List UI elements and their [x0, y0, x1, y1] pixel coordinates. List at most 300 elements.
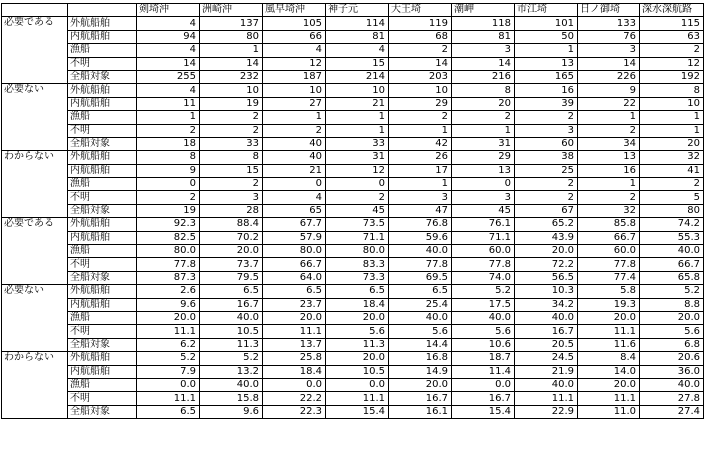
row-label-cell[interactable]: 漁船 [68, 111, 137, 124]
value-cell[interactable]: 14 [578, 57, 640, 70]
value-cell[interactable]: 10 [389, 84, 452, 97]
value-cell[interactable]: 73.5 [326, 218, 389, 231]
value-cell[interactable]: 11.3 [326, 338, 389, 351]
value-cell[interactable]: 77.8 [452, 258, 515, 271]
value-cell[interactable]: 74.2 [640, 218, 704, 231]
value-cell[interactable]: 6.2 [137, 338, 200, 351]
value-cell[interactable]: 1 [326, 111, 389, 124]
value-cell[interactable]: 119 [389, 17, 452, 30]
value-cell[interactable]: 43.9 [515, 231, 578, 244]
value-cell[interactable]: 14.4 [389, 338, 452, 351]
value-cell[interactable]: 13 [515, 57, 578, 70]
value-cell[interactable]: 0 [326, 178, 389, 191]
value-cell[interactable]: 1 [200, 44, 263, 57]
value-cell[interactable]: 4 [263, 44, 326, 57]
value-cell[interactable]: 10.5 [326, 365, 389, 378]
row-label-cell[interactable]: 外航船舶 [68, 352, 137, 365]
value-cell[interactable]: 29 [389, 97, 452, 110]
value-cell[interactable]: 47 [389, 204, 452, 217]
value-cell[interactable]: 2 [452, 111, 515, 124]
value-cell[interactable]: 63 [640, 30, 704, 43]
value-cell[interactable]: 45 [326, 204, 389, 217]
value-cell[interactable]: 40.0 [515, 311, 578, 324]
value-cell[interactable]: 4 [137, 44, 200, 57]
value-cell[interactable]: 2 [515, 178, 578, 191]
value-cell[interactable]: 23.7 [263, 298, 326, 311]
value-cell[interactable]: 40.0 [200, 311, 263, 324]
value-cell[interactable]: 105 [263, 17, 326, 30]
value-cell[interactable]: 114 [326, 17, 389, 30]
value-cell[interactable]: 2 [515, 111, 578, 124]
value-cell[interactable]: 20.0 [640, 311, 704, 324]
value-cell[interactable]: 118 [452, 17, 515, 30]
value-cell[interactable]: 15.8 [200, 392, 263, 405]
value-cell[interactable]: 192 [640, 70, 704, 83]
value-cell[interactable]: 6.5 [263, 285, 326, 298]
value-cell[interactable]: 0.0 [326, 378, 389, 391]
value-cell[interactable]: 34.2 [515, 298, 578, 311]
row-label-cell[interactable]: 漁船 [68, 44, 137, 57]
value-cell[interactable]: 20.0 [137, 311, 200, 324]
value-cell[interactable]: 13 [578, 151, 640, 164]
value-cell[interactable]: 15.4 [326, 405, 389, 418]
value-cell[interactable]: 13.2 [200, 365, 263, 378]
row-label-cell[interactable]: 全船対象 [68, 271, 137, 284]
value-cell[interactable]: 12 [326, 164, 389, 177]
value-cell[interactable]: 2 [578, 191, 640, 204]
value-cell[interactable]: 20.0 [326, 352, 389, 365]
value-cell[interactable]: 27.4 [640, 405, 704, 418]
value-cell[interactable]: 1 [578, 111, 640, 124]
value-cell[interactable]: 45 [452, 204, 515, 217]
value-cell[interactable]: 40.0 [515, 378, 578, 391]
value-cell[interactable]: 14 [452, 57, 515, 70]
value-cell[interactable]: 5 [640, 191, 704, 204]
value-cell[interactable]: 68 [389, 30, 452, 43]
row-label-cell[interactable]: 全船対象 [68, 204, 137, 217]
value-cell[interactable]: 80 [200, 30, 263, 43]
value-cell[interactable]: 65 [263, 204, 326, 217]
value-cell[interactable]: 20 [452, 97, 515, 110]
value-cell[interactable]: 8.8 [640, 298, 704, 311]
value-cell[interactable]: 19.3 [578, 298, 640, 311]
value-cell[interactable]: 2 [200, 111, 263, 124]
value-cell[interactable]: 56.5 [515, 271, 578, 284]
value-cell[interactable]: 71.1 [326, 231, 389, 244]
value-cell[interactable]: 76.8 [389, 218, 452, 231]
value-cell[interactable]: 10 [200, 84, 263, 97]
value-cell[interactable]: 21 [326, 97, 389, 110]
value-cell[interactable]: 32 [640, 151, 704, 164]
value-cell[interactable]: 69.5 [389, 271, 452, 284]
value-cell[interactable]: 65.8 [640, 271, 704, 284]
value-cell[interactable]: 10 [326, 84, 389, 97]
value-cell[interactable]: 41 [640, 164, 704, 177]
row-label-cell[interactable]: 不明 [68, 57, 137, 70]
value-cell[interactable]: 5.6 [326, 325, 389, 338]
value-cell[interactable]: 1 [326, 124, 389, 137]
value-cell[interactable]: 74.0 [452, 271, 515, 284]
value-cell[interactable]: 73.7 [200, 258, 263, 271]
value-cell[interactable]: 2 [200, 178, 263, 191]
value-cell[interactable]: 80.0 [326, 245, 389, 258]
column-header[interactable]: 日ノ御埼 [578, 4, 640, 17]
value-cell[interactable]: 10 [263, 84, 326, 97]
value-cell[interactable]: 17.5 [452, 298, 515, 311]
value-cell[interactable]: 76 [578, 30, 640, 43]
value-cell[interactable]: 80.0 [137, 245, 200, 258]
value-cell[interactable]: 5.2 [137, 352, 200, 365]
value-cell[interactable]: 21.9 [515, 365, 578, 378]
value-cell[interactable]: 8 [137, 151, 200, 164]
value-cell[interactable]: 27 [263, 97, 326, 110]
value-cell[interactable]: 81 [326, 30, 389, 43]
value-cell[interactable]: 60.0 [578, 245, 640, 258]
value-cell[interactable]: 16.7 [452, 392, 515, 405]
value-cell[interactable]: 8 [640, 84, 704, 97]
value-cell[interactable]: 1 [137, 111, 200, 124]
group-label-cell[interactable]: 必要である [2, 17, 68, 84]
value-cell[interactable]: 1 [640, 124, 704, 137]
value-cell[interactable]: 4 [137, 84, 200, 97]
value-cell[interactable]: 4 [263, 191, 326, 204]
value-cell[interactable]: 24.5 [515, 352, 578, 365]
value-cell[interactable]: 226 [578, 70, 640, 83]
value-cell[interactable]: 1 [452, 124, 515, 137]
value-cell[interactable]: 15.4 [452, 405, 515, 418]
value-cell[interactable]: 2 [326, 191, 389, 204]
value-cell[interactable]: 67 [515, 204, 578, 217]
value-cell[interactable]: 25.8 [263, 352, 326, 365]
value-cell[interactable]: 2 [389, 44, 452, 57]
value-cell[interactable]: 232 [200, 70, 263, 83]
value-cell[interactable]: 12 [640, 57, 704, 70]
value-cell[interactable]: 2 [137, 124, 200, 137]
value-cell[interactable]: 5.8 [578, 285, 640, 298]
value-cell[interactable]: 12 [263, 57, 326, 70]
value-cell[interactable]: 92.3 [137, 218, 200, 231]
value-cell[interactable]: 16.7 [200, 298, 263, 311]
row-label-cell[interactable]: 全船対象 [68, 70, 137, 83]
value-cell[interactable]: 16 [578, 164, 640, 177]
value-cell[interactable]: 255 [137, 70, 200, 83]
value-cell[interactable]: 11.1 [578, 392, 640, 405]
value-cell[interactable]: 60 [515, 137, 578, 150]
value-cell[interactable]: 20 [640, 137, 704, 150]
column-header[interactable]: 洲崎沖 [200, 4, 263, 17]
value-cell[interactable]: 25.4 [389, 298, 452, 311]
value-cell[interactable]: 216 [452, 70, 515, 83]
value-cell[interactable]: 11.1 [578, 325, 640, 338]
value-cell[interactable]: 3 [515, 124, 578, 137]
value-cell[interactable]: 15 [326, 57, 389, 70]
row-label-cell[interactable]: 内航船舶 [68, 97, 137, 110]
value-cell[interactable]: 21 [263, 164, 326, 177]
value-cell[interactable]: 0.0 [452, 378, 515, 391]
value-cell[interactable]: 27.8 [640, 392, 704, 405]
value-cell[interactable]: 59.6 [389, 231, 452, 244]
value-cell[interactable]: 1 [578, 178, 640, 191]
value-cell[interactable]: 65.2 [515, 218, 578, 231]
row-label-cell[interactable]: 不明 [68, 191, 137, 204]
value-cell[interactable]: 88.4 [200, 218, 263, 231]
value-cell[interactable]: 33 [200, 137, 263, 150]
value-cell[interactable]: 19 [200, 97, 263, 110]
value-cell[interactable]: 20.0 [578, 378, 640, 391]
group-label-cell[interactable]: 必要ない [2, 285, 68, 352]
column-header[interactable]: 風早埼沖 [263, 4, 326, 17]
column-header[interactable]: 市江埼 [515, 4, 578, 17]
value-cell[interactable]: 0 [263, 178, 326, 191]
value-cell[interactable]: 1 [263, 111, 326, 124]
column-header[interactable]: 深水深航路 [640, 4, 704, 17]
row-label-cell[interactable]: 不明 [68, 124, 137, 137]
column-header[interactable]: 神子元 [326, 4, 389, 17]
value-cell[interactable]: 29 [452, 151, 515, 164]
value-cell[interactable]: 3 [452, 44, 515, 57]
value-cell[interactable]: 66.7 [263, 258, 326, 271]
value-cell[interactable]: 14 [137, 57, 200, 70]
value-cell[interactable]: 40.0 [200, 378, 263, 391]
value-cell[interactable]: 2 [389, 111, 452, 124]
column-header[interactable]: 大王埼 [389, 4, 452, 17]
value-cell[interactable]: 36.0 [640, 365, 704, 378]
value-cell[interactable]: 33 [326, 137, 389, 150]
value-cell[interactable]: 20.0 [515, 245, 578, 258]
value-cell[interactable]: 5.6 [640, 325, 704, 338]
value-cell[interactable]: 3 [389, 191, 452, 204]
value-cell[interactable]: 11.1 [515, 392, 578, 405]
value-cell[interactable]: 94 [137, 30, 200, 43]
value-cell[interactable]: 13.7 [263, 338, 326, 351]
value-cell[interactable]: 5.2 [452, 285, 515, 298]
value-cell[interactable]: 16 [515, 84, 578, 97]
value-cell[interactable]: 40 [263, 151, 326, 164]
value-cell[interactable]: 16.1 [389, 405, 452, 418]
value-cell[interactable]: 10 [640, 97, 704, 110]
row-label-cell[interactable]: 内航船舶 [68, 298, 137, 311]
value-cell[interactable]: 85.8 [578, 218, 640, 231]
value-cell[interactable]: 14.9 [389, 365, 452, 378]
value-cell[interactable]: 0 [137, 178, 200, 191]
value-cell[interactable]: 2 [200, 124, 263, 137]
value-cell[interactable]: 13 [452, 164, 515, 177]
value-cell[interactable]: 6.5 [326, 285, 389, 298]
value-cell[interactable]: 2 [640, 44, 704, 57]
value-cell[interactable]: 4 [137, 17, 200, 30]
value-cell[interactable]: 6.5 [137, 405, 200, 418]
value-cell[interactable]: 19 [137, 204, 200, 217]
row-label-cell[interactable]: 漁船 [68, 311, 137, 324]
value-cell[interactable]: 77.8 [578, 258, 640, 271]
value-cell[interactable]: 8.4 [578, 352, 640, 365]
row-label-cell[interactable]: 漁船 [68, 378, 137, 391]
value-cell[interactable]: 214 [326, 70, 389, 83]
value-cell[interactable]: 0.0 [263, 378, 326, 391]
value-cell[interactable]: 1 [389, 124, 452, 137]
value-cell[interactable]: 6.5 [389, 285, 452, 298]
value-cell[interactable]: 11.0 [578, 405, 640, 418]
group-label-cell[interactable]: 必要ない [2, 84, 68, 151]
value-cell[interactable]: 83.3 [326, 258, 389, 271]
value-cell[interactable]: 82.5 [137, 231, 200, 244]
value-cell[interactable]: 101 [515, 17, 578, 30]
value-cell[interactable]: 39 [515, 97, 578, 110]
value-cell[interactable]: 3 [200, 191, 263, 204]
value-cell[interactable]: 28 [200, 204, 263, 217]
value-cell[interactable]: 76.1 [452, 218, 515, 231]
value-cell[interactable]: 5.6 [452, 325, 515, 338]
value-cell[interactable]: 2.6 [137, 285, 200, 298]
value-cell[interactable]: 9 [137, 164, 200, 177]
value-cell[interactable]: 57.9 [263, 231, 326, 244]
value-cell[interactable]: 64.0 [263, 271, 326, 284]
row-label-cell[interactable]: 不明 [68, 325, 137, 338]
value-cell[interactable]: 18.4 [263, 365, 326, 378]
value-cell[interactable]: 11.1 [137, 392, 200, 405]
row-label-cell[interactable]: 漁船 [68, 178, 137, 191]
value-cell[interactable]: 34 [578, 137, 640, 150]
row-label-cell[interactable]: 全船対象 [68, 137, 137, 150]
value-cell[interactable]: 20.5 [515, 338, 578, 351]
value-cell[interactable]: 72.2 [515, 258, 578, 271]
value-cell[interactable]: 9.6 [137, 298, 200, 311]
value-cell[interactable]: 2 [263, 124, 326, 137]
value-cell[interactable]: 5.6 [389, 325, 452, 338]
value-cell[interactable]: 40.0 [389, 311, 452, 324]
value-cell[interactable]: 8 [200, 151, 263, 164]
value-cell[interactable]: 10.5 [200, 325, 263, 338]
value-cell[interactable]: 79.5 [200, 271, 263, 284]
value-cell[interactable]: 5.2 [200, 352, 263, 365]
row-label-cell[interactable]: 漁船 [68, 245, 137, 258]
value-cell[interactable]: 60.0 [452, 245, 515, 258]
value-cell[interactable]: 55.3 [640, 231, 704, 244]
value-cell[interactable]: 11.6 [578, 338, 640, 351]
value-cell[interactable]: 10.3 [515, 285, 578, 298]
value-cell[interactable]: 165 [515, 70, 578, 83]
value-cell[interactable]: 0.0 [137, 378, 200, 391]
value-cell[interactable]: 1 [389, 178, 452, 191]
value-cell[interactable]: 87.3 [137, 271, 200, 284]
value-cell[interactable]: 8 [452, 84, 515, 97]
value-cell[interactable]: 14 [389, 57, 452, 70]
value-cell[interactable]: 203 [389, 70, 452, 83]
value-cell[interactable]: 0 [452, 178, 515, 191]
value-cell[interactable]: 18 [137, 137, 200, 150]
value-cell[interactable]: 137 [200, 17, 263, 30]
value-cell[interactable]: 26 [389, 151, 452, 164]
value-cell[interactable]: 20.0 [389, 378, 452, 391]
value-cell[interactable]: 2 [640, 178, 704, 191]
value-cell[interactable]: 5.2 [640, 285, 704, 298]
value-cell[interactable]: 80.0 [263, 245, 326, 258]
value-cell[interactable]: 73.3 [326, 271, 389, 284]
value-cell[interactable]: 11.1 [263, 325, 326, 338]
value-cell[interactable]: 11.1 [137, 325, 200, 338]
group-label-cell[interactable]: わからない [2, 151, 68, 218]
row-label-cell[interactable]: 不明 [68, 258, 137, 271]
value-cell[interactable]: 22 [578, 97, 640, 110]
value-cell[interactable]: 66.7 [578, 231, 640, 244]
value-cell[interactable]: 3 [452, 191, 515, 204]
value-cell[interactable]: 77.8 [389, 258, 452, 271]
value-cell[interactable]: 4 [326, 44, 389, 57]
row-label-cell[interactable]: 内航船舶 [68, 231, 137, 244]
value-cell[interactable]: 67.7 [263, 218, 326, 231]
value-cell[interactable]: 40.0 [452, 311, 515, 324]
row-label-cell[interactable]: 外航船舶 [68, 151, 137, 164]
value-cell[interactable]: 1 [515, 44, 578, 57]
value-cell[interactable]: 20.0 [326, 311, 389, 324]
value-cell[interactable]: 9.6 [200, 405, 263, 418]
value-cell[interactable]: 38 [515, 151, 578, 164]
row-label-cell[interactable]: 内航船舶 [68, 365, 137, 378]
value-cell[interactable]: 11 [137, 97, 200, 110]
value-cell[interactable]: 187 [263, 70, 326, 83]
value-cell[interactable]: 77.4 [578, 271, 640, 284]
value-cell[interactable]: 42 [389, 137, 452, 150]
value-cell[interactable]: 18.4 [326, 298, 389, 311]
value-cell[interactable]: 20.6 [640, 352, 704, 365]
value-cell[interactable]: 22.2 [263, 392, 326, 405]
value-cell[interactable]: 10.6 [452, 338, 515, 351]
value-cell[interactable]: 40 [263, 137, 326, 150]
value-cell[interactable]: 22.3 [263, 405, 326, 418]
value-cell[interactable]: 1 [640, 111, 704, 124]
value-cell[interactable]: 40.0 [640, 245, 704, 258]
row-label-cell[interactable]: 全船対象 [68, 338, 137, 351]
row-label-cell[interactable]: 不明 [68, 392, 137, 405]
value-cell[interactable]: 16.7 [515, 325, 578, 338]
row-label-cell[interactable]: 内航船舶 [68, 164, 137, 177]
value-cell[interactable]: 14.0 [578, 365, 640, 378]
value-cell[interactable]: 17 [389, 164, 452, 177]
value-cell[interactable]: 2 [137, 191, 200, 204]
row-label-cell[interactable]: 外航船舶 [68, 285, 137, 298]
value-cell[interactable]: 7.9 [137, 365, 200, 378]
value-cell[interactable]: 25 [515, 164, 578, 177]
column-header[interactable]: 潮岬 [452, 4, 515, 17]
value-cell[interactable]: 9 [578, 84, 640, 97]
value-cell[interactable]: 77.8 [137, 258, 200, 271]
value-cell[interactable]: 32 [578, 204, 640, 217]
column-header[interactable]: 剣埼沖 [137, 4, 200, 17]
value-cell[interactable]: 31 [326, 151, 389, 164]
value-cell[interactable]: 20.0 [578, 311, 640, 324]
value-cell[interactable]: 40.0 [640, 378, 704, 391]
value-cell[interactable]: 70.2 [200, 231, 263, 244]
value-cell[interactable]: 15 [200, 164, 263, 177]
value-cell[interactable]: 81 [452, 30, 515, 43]
group-label-cell[interactable]: 必要である [2, 218, 68, 285]
value-cell[interactable]: 14 [200, 57, 263, 70]
row-label-cell[interactable]: 内航船舶 [68, 30, 137, 43]
value-cell[interactable]: 20.0 [263, 311, 326, 324]
row-label-cell[interactable]: 外航船舶 [68, 218, 137, 231]
value-cell[interactable]: 2 [578, 124, 640, 137]
value-cell[interactable]: 6.8 [640, 338, 704, 351]
value-cell[interactable]: 50 [515, 30, 578, 43]
value-cell[interactable]: 66.7 [640, 258, 704, 271]
row-label-cell[interactable]: 外航船舶 [68, 84, 137, 97]
group-label-cell[interactable]: わからない [2, 352, 68, 419]
value-cell[interactable]: 133 [578, 17, 640, 30]
value-cell[interactable]: 16.7 [389, 392, 452, 405]
value-cell[interactable]: 40.0 [389, 245, 452, 258]
value-cell[interactable]: 6.5 [200, 285, 263, 298]
value-cell[interactable]: 115 [640, 17, 704, 30]
